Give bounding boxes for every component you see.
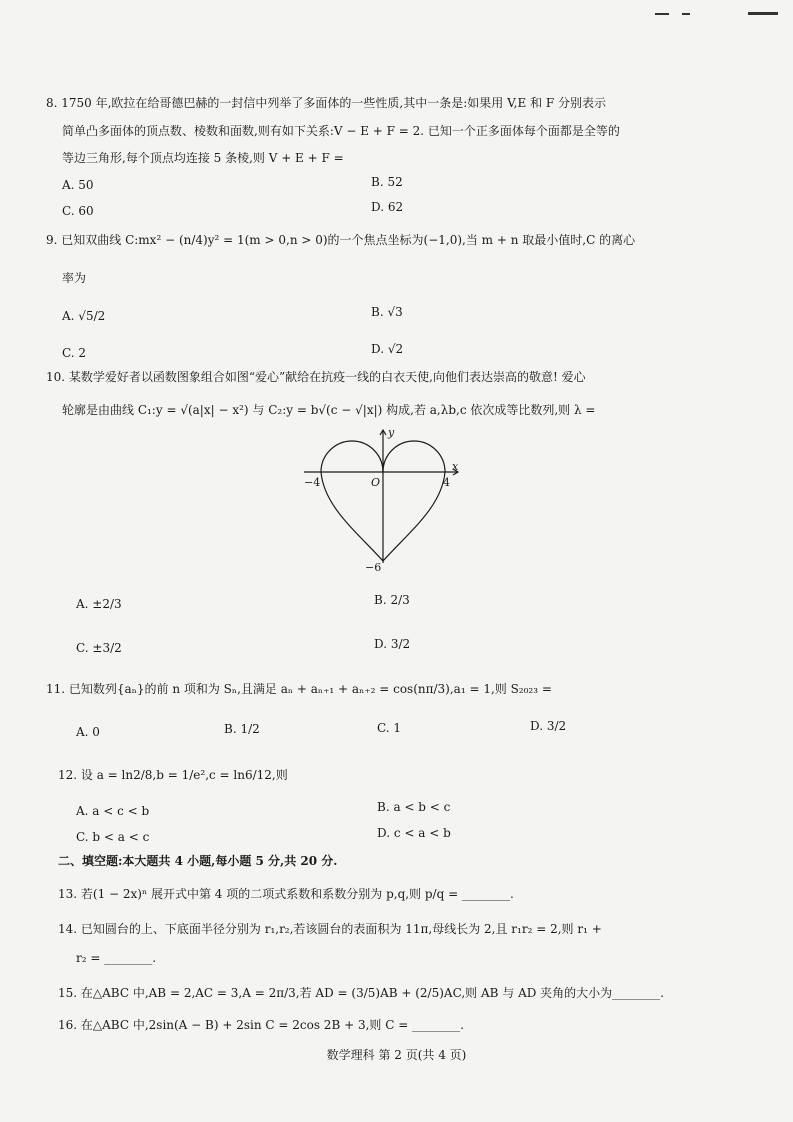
- heart-right-arc: [383, 441, 445, 472]
- q10-option-a: A. ±2/3: [76, 597, 122, 611]
- graph-right-tick: 4: [443, 476, 450, 489]
- scan-mark: [682, 13, 690, 15]
- q16-line: 16. 在△ABC 中,2sin(A − B) + 2sin C = 2cos 2B + 3,则 C = ________.: [58, 1018, 464, 1032]
- graph-origin-label: O: [371, 476, 381, 489]
- q12-option-b: B. a < b < c: [377, 800, 451, 814]
- q8-option-a: A. 50: [62, 178, 94, 192]
- q8-option-d: D. 62: [371, 200, 404, 214]
- q9-line-1: 9. 已知双曲线 C:mx² − (n/4)y² = 1(m > 0,n > 0)的一个焦点坐标为(−1,0),当 m + n 取最小值时,C 的离心: [46, 233, 636, 247]
- q11-option-d: D. 3/2: [530, 719, 567, 733]
- q9-option-d: D. √2: [371, 342, 404, 356]
- graph-x-label: x: [452, 460, 459, 473]
- q10-option-b: B. 2/3: [374, 593, 410, 607]
- heart-right-lower: [383, 472, 445, 561]
- scan-mark: [748, 12, 778, 15]
- q14-line-2: r₂ = ________.: [76, 951, 157, 965]
- q12-option-c: C. b < a < c: [76, 830, 150, 844]
- q11-line-1: 11. 已知数列{aₙ}的前 n 项和为 Sₙ,且满足 aₙ + aₙ₊₁ + aₙ₊₂ = cos(nπ/3),a₁ = 1,则 S₂₀₂₃ =: [46, 682, 552, 696]
- q12-line-1: 12. 设 a = ln2/8,b = 1/e²,c = ln6/12,则: [58, 768, 288, 782]
- section-2-heading: 二、填空题:本大题共 4 小题,每小题 5 分,共 20 分.: [58, 854, 338, 868]
- heart-graph: [300, 425, 475, 575]
- q8-option-c: C. 60: [62, 204, 94, 218]
- q13-line: 13. 若(1 − 2x)ⁿ 展开式中第 4 项的二项式系数和系数分别为 p,q,则 p/q = ________.: [58, 887, 514, 901]
- q9-option-c: C. 2: [62, 346, 87, 360]
- q14-line-1: 14. 已知圆台的上、下底面半径分别为 r₁,r₂,若该圆台的表面积为 11π,母线长为 2,且 r₁r₂ = 2,则 r₁ +: [58, 922, 602, 936]
- q11-option-c: C. 1: [377, 721, 402, 735]
- graph-left-tick: −4: [304, 476, 321, 489]
- graph-y-label: y: [388, 426, 395, 439]
- q15-line: 15. 在△ABC 中,AB = 2,AC = 3,A = 2π/3,若 AD = (3/5)AB + (2/5)AC,则 AB 与 AD 夹角的大小为________.: [58, 986, 664, 1000]
- q10-option-c: C. ±3/2: [76, 641, 122, 655]
- q12-option-d: D. c < a < b: [377, 826, 451, 840]
- page-footer: 数学理科 第 2 页(共 4 页): [326, 1048, 467, 1062]
- scan-mark: [655, 13, 669, 15]
- q10-line-1: 10. 某数学爱好者以函数图象组合如图“爱心”献给在抗疫一线的白衣天使,向他们表达崇高的敬意! 爱心: [46, 370, 586, 384]
- heart-left-arc: [321, 441, 383, 472]
- q8-option-b: B. 52: [371, 175, 403, 189]
- q8-line-1: 8. 1750 年,欧拉在给哥德巴赫的一封信中列举了多面体的一些性质,其中一条是:如果用 V,E 和 F 分别表示: [46, 96, 607, 110]
- q9-option-b: B. √3: [371, 305, 403, 319]
- q10-line-2: 轮廓是由曲线 C₁:y = √(a|x| − x²) 与 C₂:y = b√(c − √|x|) 构成,若 a,λb,c 依次成等比数列,则 λ =: [62, 403, 596, 417]
- graph-bottom-tick: −6: [365, 561, 382, 574]
- q12-option-a: A. a < c < b: [76, 804, 150, 818]
- q11-option-b: B. 1/2: [224, 722, 260, 736]
- q10-option-d: D. 3/2: [374, 637, 411, 651]
- q9-line-2: 率为: [62, 271, 87, 285]
- q9-option-a: A. √5/2: [62, 309, 106, 323]
- q11-option-a: A. 0: [76, 725, 100, 739]
- q8-line-2: 简单凸多面体的顶点数、棱数和面数,则有如下关系:V − E + F = 2. 已知一个正多面体每个面都是全等的: [62, 124, 620, 138]
- q8-line-3: 等边三角形,每个顶点均连接 5 条棱,则 V + E + F =: [62, 151, 344, 165]
